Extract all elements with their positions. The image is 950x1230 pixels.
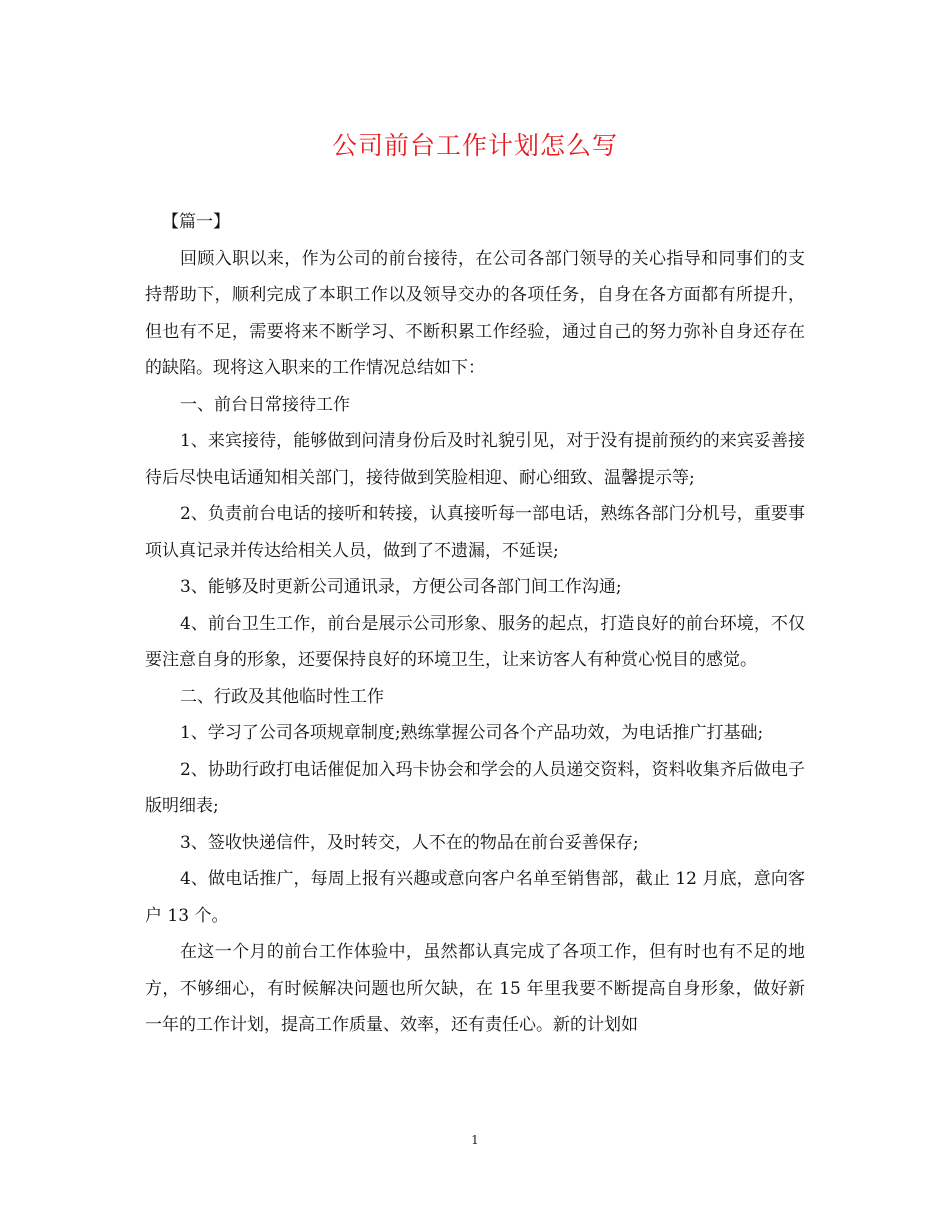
paragraph-item: 3、签收快递信件，及时转交，人不在的物品在前台妥善保存; xyxy=(180,832,639,853)
paragraph-item: 1、学习了公司各项规章制度;熟练掌握公司各个产品功效，为电话推广打基础; xyxy=(180,723,764,743)
heading-admin: 二、行政及其他临时性工作 xyxy=(180,686,384,707)
paragraph-item: 1、来宾接待，能够做到问清身份后及时礼貌引见，对于没有提前预约的来宾妥善接待后尽快电话通知相关部门，接待做到笑脸相迎、耐心细致、温馨提示等; xyxy=(145,431,805,488)
paragraph-item: 3、能够及时更新公司通讯录，方便公司各部门间工作沟通; xyxy=(180,577,622,597)
paragraph-item: 4、做电话推广，每周上报有兴趣或意向客户名单至销售部，截止 12 月底，意向客户 13 个。 xyxy=(145,869,805,926)
heading-reception: 一、前台日常接待工作 xyxy=(180,394,350,415)
paragraph-summary: 在这一个月的前台工作体验中，虽然都认真完成了各项工作，但有时也有不足的地方，不够细心，有时候解决问题也所欠缺，在 15 年里我要不断提高自身形象，做好新一年的工作计划，提高工作质量、效率，还有责任心。新的计划如 xyxy=(145,942,805,1035)
paragraph-intro: 回顾入职以来，作为公司的前台接待，在公司各部门领导的关心指导和同事们的支持帮助下，顺利完成了本职工作以及领导交办的各项任务，自身在各方面都有所提升，但也有不足，需要将来不断学习、不断积累工作经验，通过自己的努力弥补自身还存在的缺陷。现将这入职来的工作情况总结如下： xyxy=(145,248,805,378)
section-tag: 【篇一】 xyxy=(162,212,230,232)
document-title: 公司前台工作计划怎么写 xyxy=(331,131,618,160)
paragraph-item: 4、前台卫生工作，前台是展示公司形象、服务的起点，打造良好的前台环境，不仅要注意自身的形象，还要保持良好的环境卫生，让来访客人有种赏心悦目的感觉。 xyxy=(145,613,805,670)
paragraph-item: 2、协助行政打电话催促加入玛卡协会和学会的人员递交资料，资料收集齐后做电子版明细表; xyxy=(145,759,805,816)
paragraph-item: 2、负责前台电话的接听和转接，认真接听每一部电话，熟练各部门分机号，重要事项认真记录并传达给相关人员，做到了不遗漏，不延误; xyxy=(145,504,805,561)
document-body xyxy=(145,204,805,1044)
page-number: 1 xyxy=(471,1133,479,1147)
